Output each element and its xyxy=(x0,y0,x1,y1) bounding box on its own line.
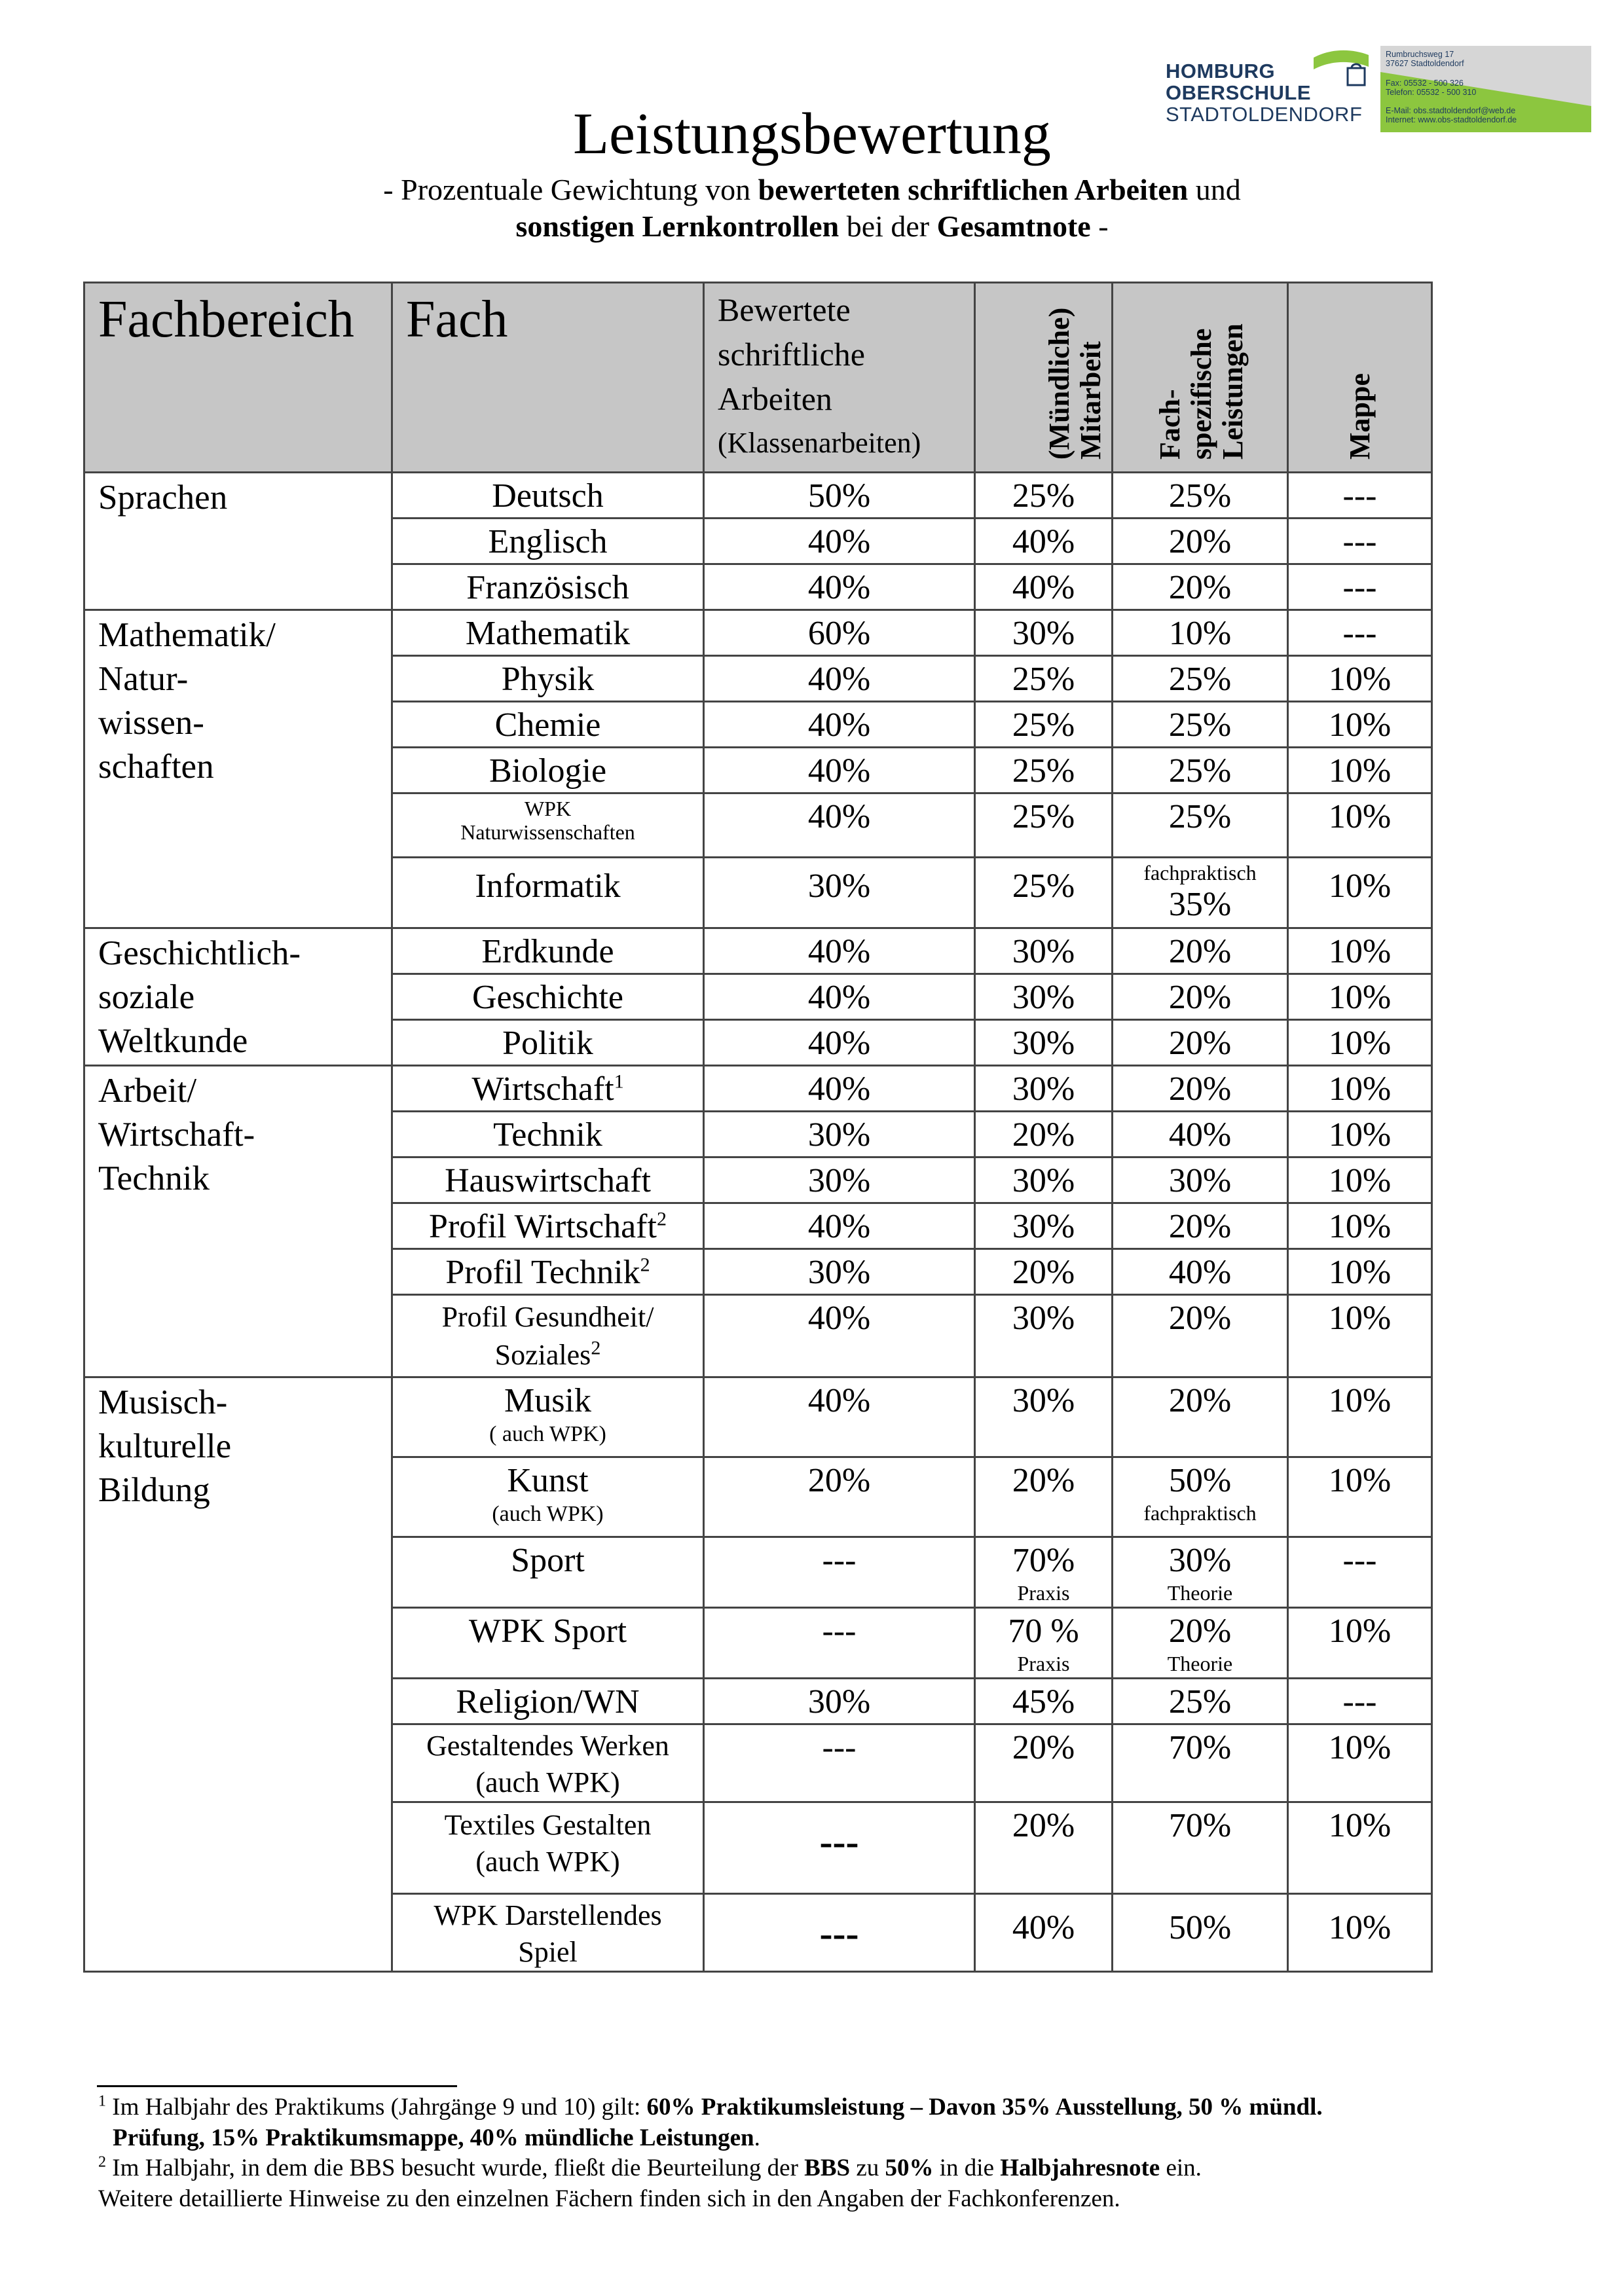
grading-table xyxy=(83,282,1433,1973)
oral-cell: 25% xyxy=(975,702,1113,748)
category-weltkunde: Geschichtlich- soziale Weltkunde xyxy=(84,928,392,1066)
email-line: E-Mail: obs.stadtoldendorf@web.de xyxy=(1386,106,1516,115)
subtitle-bold: bewerteten schriftlichen Arbeiten xyxy=(758,173,1189,206)
book-emblem-icon xyxy=(1311,48,1371,88)
subtitle-bold: Gesamtnote xyxy=(936,210,1091,243)
subject-sub: ( auch WPK) xyxy=(489,1422,606,1446)
school-name-line2: OBERSCHULE xyxy=(1166,81,1312,104)
subject-cell: Physik xyxy=(392,656,704,702)
fax-line: Fax: 05532 - 500 326 xyxy=(1386,79,1464,88)
header-schriftlich xyxy=(704,283,975,473)
subject-cell xyxy=(392,1802,704,1894)
subject-line: WPK xyxy=(524,797,572,820)
subject-line xyxy=(393,1336,703,1374)
footnote-bold: Halbjahresnote xyxy=(1000,2155,1160,2181)
specific-cell: 25% xyxy=(1113,1679,1288,1724)
specific-cell: 20% xyxy=(1113,928,1288,974)
footnote-text: ein. xyxy=(1160,2155,1202,2181)
subject-cell: Englisch xyxy=(392,519,704,564)
subject-cell: Französisch xyxy=(392,564,704,610)
subtitle-text: und xyxy=(1188,173,1241,206)
table-row xyxy=(84,610,1432,656)
address-line2: 37627 Stadtoldendorf xyxy=(1386,59,1464,68)
written-cell: 40% xyxy=(704,928,975,974)
header-text: Bewertete xyxy=(718,291,851,328)
subject-text: Musik xyxy=(504,1382,591,1419)
subject-line: Textiles Gestalten xyxy=(444,1809,652,1841)
footnote-text: zu xyxy=(850,2155,885,2181)
subject-text: Wirtschaft xyxy=(471,1070,614,1108)
table-row xyxy=(84,1377,1432,1457)
subject-cell xyxy=(392,1377,704,1457)
subject-cell xyxy=(392,1457,704,1537)
specific-note: fachpraktisch xyxy=(1143,1501,1257,1525)
folder-cell: 10% xyxy=(1288,974,1432,1020)
oral-cell: 25% xyxy=(975,656,1113,702)
subject-sub: (auch WPK) xyxy=(492,1502,604,1526)
specific-cell: 70% xyxy=(1113,1724,1288,1802)
oral-cell: 30% xyxy=(975,1020,1113,1066)
written-value: --- xyxy=(819,1912,859,1955)
specific-cell: 40% xyxy=(1113,1249,1288,1295)
subject-line: Gestaltendes Werken xyxy=(426,1730,669,1762)
specific-cell: 20% xyxy=(1113,974,1288,1020)
oral-cell: 40% xyxy=(975,564,1113,610)
subject-line: Spiel xyxy=(518,1936,578,1968)
written-cell: 40% xyxy=(704,1377,975,1457)
table-row xyxy=(84,928,1432,974)
footnote-mark: 1 xyxy=(98,2092,106,2110)
subject-cell: Religion/WN xyxy=(392,1679,704,1724)
folder-cell: 10% xyxy=(1288,1066,1432,1112)
folder-cell: 10% xyxy=(1288,858,1432,928)
header-fachbereich: Fachbereich xyxy=(84,283,392,473)
specific-cell: 50% xyxy=(1113,1894,1288,1972)
header-text: Fach- xyxy=(1153,389,1186,460)
oral-cell: 40% xyxy=(975,1894,1113,1972)
written-cell: 40% xyxy=(704,793,975,858)
subject-cell xyxy=(392,793,704,858)
written-cell: 40% xyxy=(704,1295,975,1377)
footnote-mark: 2 xyxy=(640,1254,650,1276)
header-text: schriftliche xyxy=(718,336,865,373)
subject-cell: Mathematik xyxy=(392,610,704,656)
folder-cell: --- xyxy=(1288,1679,1432,1724)
folder-cell: 10% xyxy=(1288,748,1432,793)
folder-cell: --- xyxy=(1288,564,1432,610)
footnote-text: in die xyxy=(933,2155,1001,2181)
written-cell: 40% xyxy=(704,974,975,1020)
oral-value: 70% xyxy=(1012,1542,1075,1579)
folder-cell: 10% xyxy=(1288,793,1432,858)
written-value: --- xyxy=(819,1820,859,1863)
header-text: (Mündliche) xyxy=(1043,307,1075,460)
footnote-bold: 50% xyxy=(885,2155,934,2181)
subject-cell: Chemie xyxy=(392,702,704,748)
table-row xyxy=(84,1066,1432,1112)
oral-cell: 30% xyxy=(975,1203,1113,1249)
subject-cell xyxy=(392,1203,704,1249)
subject-text: Profil Technik xyxy=(445,1254,640,1291)
subtitle-text: - xyxy=(1090,210,1109,243)
oral-cell: 25% xyxy=(975,748,1113,793)
written-cell: 40% xyxy=(704,748,975,793)
specific-cell xyxy=(1113,1537,1288,1608)
specific-cell: 10% xyxy=(1113,610,1288,656)
subject-cell xyxy=(392,1724,704,1802)
subject-line: Naturwissenschaften xyxy=(460,820,635,844)
subject-line: Profil Gesundheit/ xyxy=(441,1301,654,1333)
oral-note: Praxis xyxy=(1017,1581,1070,1605)
folder-cell: 10% xyxy=(1288,1894,1432,1972)
subject-cell xyxy=(392,1066,704,1112)
oral-cell: 20% xyxy=(975,1249,1113,1295)
oral-cell: 20% xyxy=(975,1112,1113,1157)
folder-cell: 10% xyxy=(1288,656,1432,702)
written-cell: 30% xyxy=(704,1112,975,1157)
specific-cell: 20% xyxy=(1113,1066,1288,1112)
footnote-mark: 2 xyxy=(656,1208,667,1230)
written-cell xyxy=(704,1802,975,1894)
oral-cell: 30% xyxy=(975,1157,1113,1203)
oral-note: Praxis xyxy=(1017,1652,1070,1675)
written-cell: 40% xyxy=(704,656,975,702)
oral-cell: 30% xyxy=(975,610,1113,656)
folder-cell: 10% xyxy=(1288,1020,1432,1066)
folder-cell: --- xyxy=(1288,519,1432,564)
subject-cell: WPK Sport xyxy=(392,1608,704,1679)
written-cell: 40% xyxy=(704,564,975,610)
header-mitarbeit xyxy=(975,283,1113,473)
specific-value: 20% xyxy=(1168,1613,1232,1650)
subject-cell: Deutsch xyxy=(392,473,704,519)
specific-cell: 20% xyxy=(1113,1295,1288,1377)
footnote-separator xyxy=(97,2085,457,2087)
folder-cell: 10% xyxy=(1288,928,1432,974)
oral-cell: 40% xyxy=(975,519,1113,564)
written-cell: 20% xyxy=(704,1457,975,1537)
subtitle-line2 xyxy=(0,208,1624,245)
folder-cell: 10% xyxy=(1288,1203,1432,1249)
footnote-mark: 1 xyxy=(614,1070,624,1093)
footnote-2 xyxy=(98,2153,1539,2183)
specific-cell: 25% xyxy=(1113,656,1288,702)
folder-cell: --- xyxy=(1288,610,1432,656)
subject-cell: Hauswirtschaft xyxy=(392,1157,704,1203)
category-mathematik: Mathematik/ Natur- wissen- schaften xyxy=(84,610,392,928)
footnote-mark: 2 xyxy=(98,2153,106,2171)
oral-cell: 45% xyxy=(975,1679,1113,1724)
specific-cell: 20% xyxy=(1113,1203,1288,1249)
subject-cell: Erdkunde xyxy=(392,928,704,974)
specific-cell: 25% xyxy=(1113,748,1288,793)
subject-cell: Technik xyxy=(392,1112,704,1157)
folder-cell: 10% xyxy=(1288,1157,1432,1203)
subject-line: (auch WPK) xyxy=(475,1846,620,1878)
folder-cell: --- xyxy=(1288,1537,1432,1608)
folder-cell: 10% xyxy=(1288,1802,1432,1894)
written-cell: 30% xyxy=(704,1249,975,1295)
footnote-text: Im Halbjahr, in dem die BBS besucht wurde, fließt die Beurteilung der xyxy=(106,2155,805,2181)
oral-cell: 30% xyxy=(975,1377,1113,1457)
oral-cell: 30% xyxy=(975,974,1113,1020)
website-line: Internet: www.obs-stadtoldendorf.de xyxy=(1386,115,1517,124)
category-awt: Arbeit/ Wirtschaft- Technik xyxy=(84,1066,392,1377)
header-fach: Fach xyxy=(392,283,704,473)
specific-note: Theorie xyxy=(1167,1581,1233,1605)
header-mappe xyxy=(1288,283,1432,473)
oral-cell xyxy=(975,1608,1113,1679)
oral-cell: 25% xyxy=(975,473,1113,519)
subject-cell: Informatik xyxy=(392,858,704,928)
subtitle-line1 xyxy=(0,172,1624,208)
written-cell: 40% xyxy=(704,1203,975,1249)
subject-cell: Sport xyxy=(392,1537,704,1608)
oral-cell: 25% xyxy=(975,793,1113,858)
written-cell: 40% xyxy=(704,702,975,748)
oral-cell: 20% xyxy=(975,1457,1113,1537)
subject-cell: Politik xyxy=(392,1020,704,1066)
header-text: Leistungen xyxy=(1216,323,1249,460)
written-cell: 40% xyxy=(704,1020,975,1066)
specific-note: fachpraktisch xyxy=(1143,861,1257,884)
subject-text: Kunst xyxy=(507,1462,589,1499)
subtitle-text: bei der xyxy=(839,210,937,243)
header-fachspezifisch xyxy=(1113,283,1288,473)
specific-cell: 30% xyxy=(1113,1157,1288,1203)
subject-cell: Geschichte xyxy=(392,974,704,1020)
specific-cell xyxy=(1113,1457,1288,1537)
footnote-text: . xyxy=(754,2124,760,2151)
subject-cell xyxy=(392,1249,704,1295)
header-text: Mappe xyxy=(1343,373,1376,460)
folder-cell: 10% xyxy=(1288,1608,1432,1679)
written-cell: 40% xyxy=(704,1066,975,1112)
folder-cell: 10% xyxy=(1288,1457,1432,1537)
phone-line: Telefon: 05532 - 500 310 xyxy=(1386,88,1477,97)
rotated-header xyxy=(1154,323,1249,460)
category-sprachen: Sprachen xyxy=(84,473,392,610)
subject-text: Profil Wirtschaft xyxy=(429,1208,657,1245)
footnote-text: Im Halbjahr des Praktikums (Jahrgänge 9 und 10) gilt: xyxy=(106,2094,647,2121)
subject-cell xyxy=(392,1894,704,1972)
written-cell: 50% xyxy=(704,473,975,519)
subject-cell: Biologie xyxy=(392,748,704,793)
folder-cell: 10% xyxy=(1288,1249,1432,1295)
written-cell: 30% xyxy=(704,1679,975,1724)
subtitle-bold: sonstigen Lernkontrollen xyxy=(515,210,840,243)
table-header-row xyxy=(84,283,1432,473)
footnote-bold: BBS xyxy=(804,2155,851,2181)
school-name-line3: STADTOLDENDORF xyxy=(1166,103,1363,126)
specific-cell: 25% xyxy=(1113,793,1288,858)
oral-cell: 20% xyxy=(975,1802,1113,1894)
specific-cell: 20% xyxy=(1113,1020,1288,1066)
specific-cell: 25% xyxy=(1113,702,1288,748)
footnote-note: Weitere detaillierte Hinweise zu den einzelnen Fächern finden sich in den Angaben der Fachkonferenzen. xyxy=(98,2185,1120,2212)
header-text: spezifische xyxy=(1185,328,1217,460)
header-text: Arbeiten xyxy=(718,380,832,417)
oral-value: 70 % xyxy=(1008,1613,1079,1650)
written-cell: --- xyxy=(704,1537,975,1608)
oral-cell: 20% xyxy=(975,1724,1113,1802)
footnote-1 xyxy=(98,2092,1539,2153)
subject-text: Soziales xyxy=(494,1339,591,1371)
address-line1: Rumbruchsweg 17 xyxy=(1386,50,1454,59)
rotated-header xyxy=(1044,308,1107,460)
oral-cell: 25% xyxy=(975,858,1113,928)
page-title: Leistungsbewertung xyxy=(573,101,1051,166)
specific-value: 30% xyxy=(1168,1542,1232,1579)
specific-cell: 25% xyxy=(1113,473,1288,519)
folder-cell: 10% xyxy=(1288,1724,1432,1802)
oral-cell: 30% xyxy=(975,928,1113,974)
folder-cell: 10% xyxy=(1288,1295,1432,1377)
category-musisch: Musisch- kulturelle Bildung xyxy=(84,1377,392,1972)
written-cell: 30% xyxy=(704,1157,975,1203)
written-cell xyxy=(704,1894,975,1972)
specific-cell xyxy=(1113,858,1288,928)
specific-cell: 70% xyxy=(1113,1802,1288,1894)
oral-cell: 30% xyxy=(975,1066,1113,1112)
specific-cell: 20% xyxy=(1113,564,1288,610)
footnote-bold: 60% Praktikumsleistung – Davon 35% Ausstellung, 50 % mündl. xyxy=(646,2094,1323,2121)
subject-cell xyxy=(392,1295,704,1377)
specific-cell: 20% xyxy=(1113,519,1288,564)
folder-cell: --- xyxy=(1288,473,1432,519)
specific-value: 50% xyxy=(1168,1462,1232,1499)
header-subtext: (Klassenarbeiten) xyxy=(718,427,921,459)
subject-line: (auch WPK) xyxy=(475,1766,620,1798)
folder-cell: 10% xyxy=(1288,1377,1432,1457)
specific-cell: 20% xyxy=(1113,1377,1288,1457)
specific-note: Theorie xyxy=(1167,1652,1233,1675)
written-cell: 60% xyxy=(704,610,975,656)
specific-cell: 40% xyxy=(1113,1112,1288,1157)
written-cell: --- xyxy=(704,1724,975,1802)
table-row xyxy=(84,473,1432,519)
subtitle-text: - Prozentuale Gewichtung von xyxy=(383,173,758,206)
written-cell: 40% xyxy=(704,519,975,564)
footnote-mark: 2 xyxy=(591,1337,601,1359)
rotated-header xyxy=(1344,373,1376,460)
written-cell: --- xyxy=(704,1608,975,1679)
footnote-bold: Prüfung, 15% Praktikumsmappe, 40% mündliche Leistungen xyxy=(113,2124,754,2151)
specific-cell xyxy=(1113,1608,1288,1679)
subject-line: WPK Darstellendes xyxy=(434,1899,662,1931)
written-cell: 30% xyxy=(704,858,975,928)
oral-cell: 30% xyxy=(975,1295,1113,1377)
folder-cell: 10% xyxy=(1288,702,1432,748)
specific-value: 35% xyxy=(1168,886,1232,923)
header-text: Mitarbeit xyxy=(1074,341,1107,460)
school-name-line1: HOMBURG xyxy=(1166,60,1276,82)
oral-cell xyxy=(975,1537,1113,1608)
folder-cell: 10% xyxy=(1288,1112,1432,1157)
